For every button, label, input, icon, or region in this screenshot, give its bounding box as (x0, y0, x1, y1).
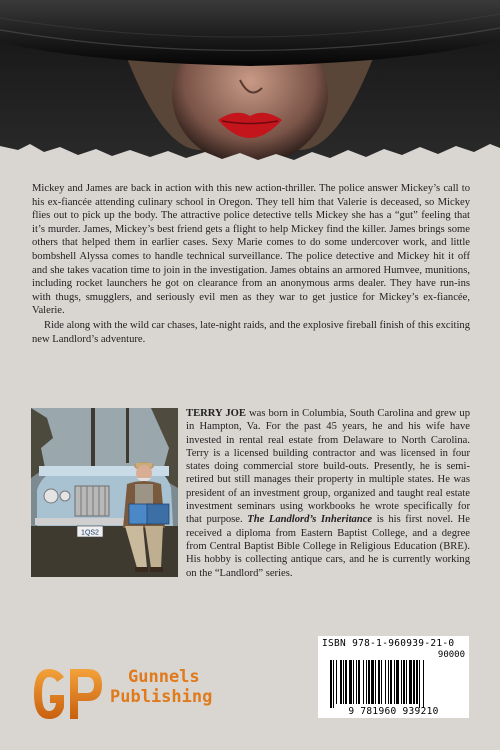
barcode-bar (333, 660, 334, 708)
publisher-name-line: Publishing (110, 687, 213, 707)
barcode-bar (336, 660, 337, 704)
isbn-number: ISBN 978-1-960939-21-0 (322, 638, 455, 649)
barcode-bar (394, 660, 395, 704)
barcode-bar (396, 660, 399, 704)
barcode-bar (330, 660, 332, 708)
barcode-bar (381, 660, 382, 704)
barcode-bar (368, 660, 370, 704)
blurb-paragraph: Ride along with the wild car chases, late-night raids, and the explosive fireball finish of this exciting new Landlord’s adventure. (32, 319, 470, 345)
cover-illustration (0, 0, 500, 170)
barcode-bar (378, 660, 380, 704)
author-name: TERRY JOE (186, 408, 246, 419)
barcode-bar (371, 660, 374, 704)
barcode-bar (366, 660, 367, 704)
bio-text: was born in Columbia, South Carolina and grew up in Hampton, Va. For the past 45 years, he and his wife have invested in rental real estate from Delaware to North Carolina. Terry is a licensed building contractor and was licensed in four states doing commercial store build-outs. Presently, he is semi-retired but still manages their property in multiple states. He was president of an investment group, organized and taught real estate investment seminars using workbooks he wrote specifically for that purpose. (186, 408, 470, 526)
isbn-barcode (318, 636, 469, 718)
barcode-bar (423, 660, 424, 708)
barcode-bar (345, 660, 347, 704)
barcode-bar (401, 660, 402, 704)
barcode-bar (340, 660, 342, 704)
blurb-paragraph: Mickey and James are back in action with this new action-thriller. The police answer Mickey’s call to his ex-fiancée attending culinary school in Oregon. They tell him that Valerie is deceased, so Mickey flies out to pick up the body. The attractive police detective tells Mickey she has a “gut” feeling that it’s murder. James, Mickey’s best friend gets a flight to help Mickey find the killer. James brings some others that helped them in earlier cases. Sexy Marie comes to do some undercover work, and little bombshell Alyssa comes to handle technical surveillance. The police detective and Mickey hit it off and she takes vacation time to join in the investigation. James obtains an armored Humvee, munitions, including rocket launchers he got on clearance from an anonymous arms dealer. They have run-ins with thugs, smugglers, and seriously evil men as they war to get justice for Mickey’s ex-fiancée, Valerie. (32, 183, 470, 317)
barcode-bar (388, 660, 389, 704)
barcode-bar (403, 660, 405, 704)
barcode-bar (353, 660, 354, 704)
barcode-bar (349, 660, 352, 704)
barcode-bar (363, 660, 364, 704)
publisher-name (110, 667, 212, 707)
author-photo (31, 408, 178, 577)
publisher-logo-block (30, 665, 230, 725)
bio-text: is his first novel. He received a diploma from Eastern Baptist College, and a degree from Central Baptist Bible College in Religious Education (BRE). His hobby is collecting antique cars, and he is currently working on the “Landlord” series. (186, 514, 470, 579)
publisher-name-line: Gunnels (128, 667, 200, 687)
barcode-bar (385, 660, 386, 704)
barcode-bar (343, 660, 344, 704)
barcode-bar (409, 660, 412, 704)
barcode-bar (356, 660, 357, 704)
back-cover-blurb (32, 182, 470, 346)
publisher-logo-icon (30, 665, 106, 723)
barcode-bar (358, 660, 360, 704)
barcode-bar (390, 660, 392, 704)
license-plate: 1QS2 (81, 529, 99, 537)
barcode-bar (419, 660, 420, 708)
barcode-bar (416, 660, 418, 704)
barcode-bar (406, 660, 407, 704)
barcode-bar (375, 660, 376, 704)
publisher-logo-letters: GP (30, 665, 32, 666)
barcode-digits: 9 781960 939210 (348, 706, 439, 717)
barcode-bar (413, 660, 415, 704)
book-title: The Landlord’s Inheritance (247, 514, 373, 526)
price-code: 90000 (437, 650, 465, 660)
